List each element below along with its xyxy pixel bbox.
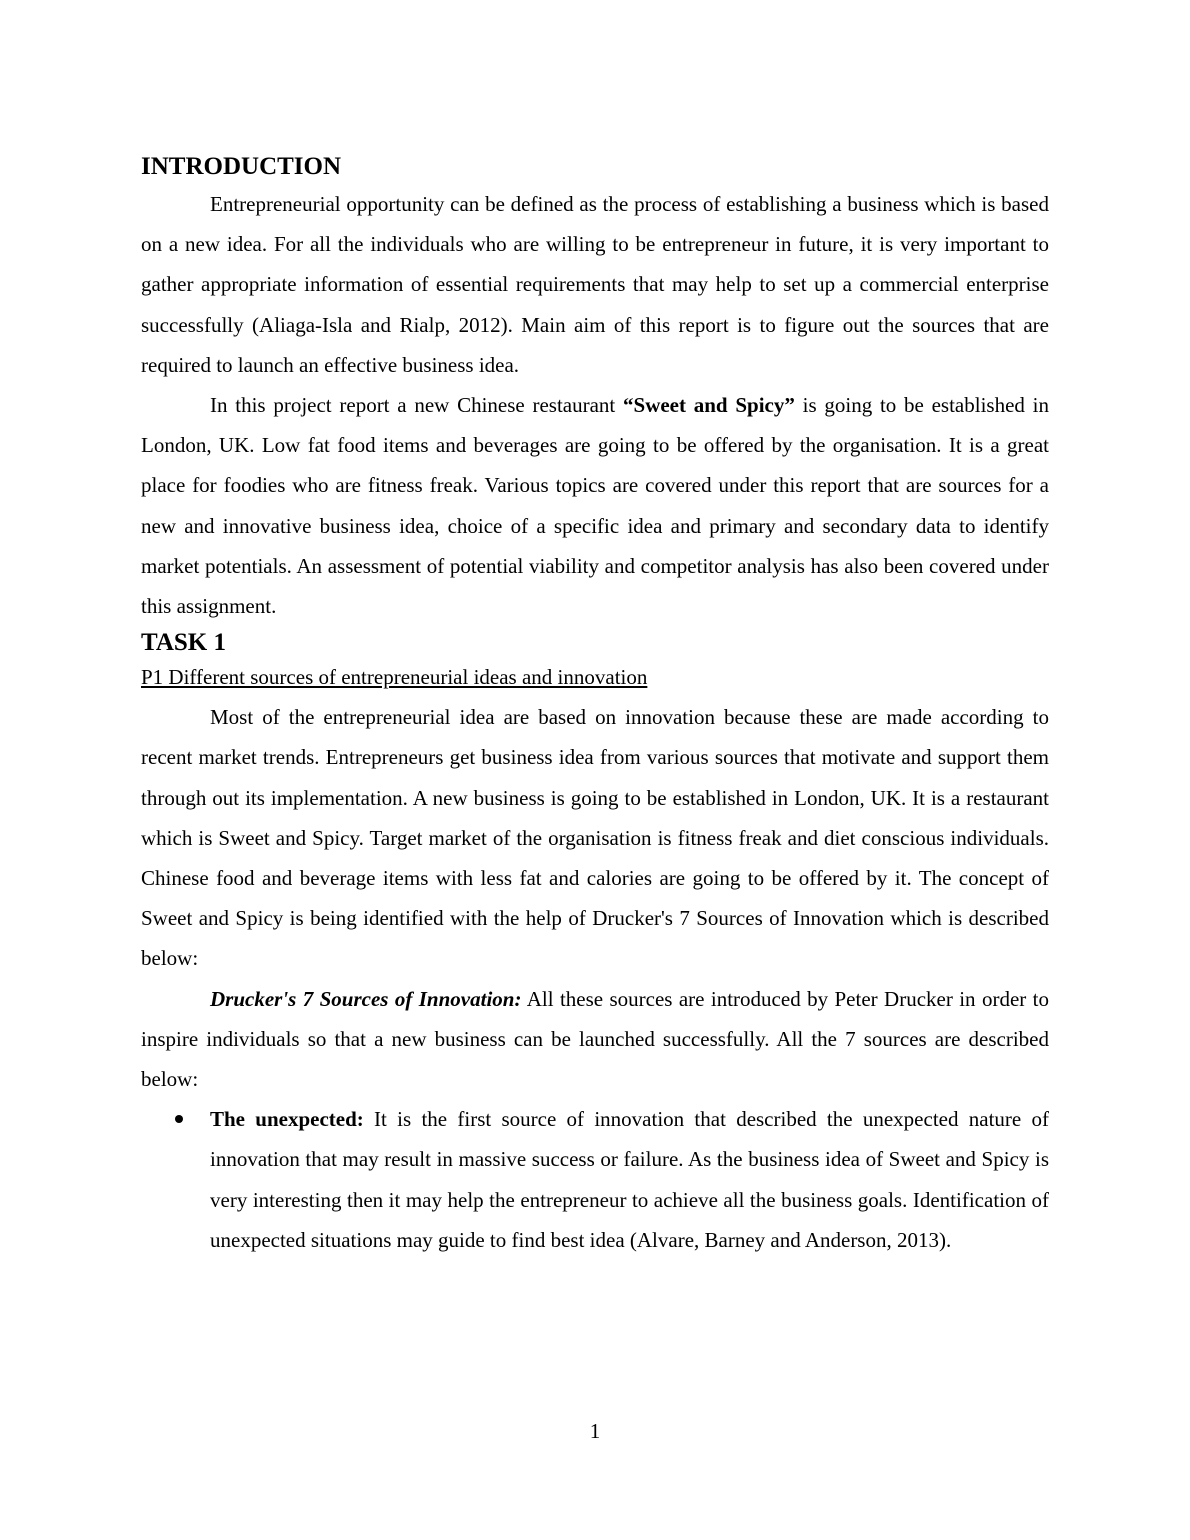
task1-heading: TASK 1 bbox=[141, 629, 226, 657]
list-item-text: It is the first source of innovation that described the unexpected nature of innovation that may result in massive success or failure. As the business idea of Sweet and Spicy is very interesting then it may help the entrepreneur to achieve all the business goals. Identification of unexpected situations may guide to find best idea (Alvare, Barney and Anderson, 2013). bbox=[210, 1107, 1049, 1252]
drucker-sources-lead: Drucker's 7 Sources of Innovation: bbox=[210, 986, 522, 1011]
task1-paragraph-2 bbox=[141, 979, 1049, 1100]
innovation-sources-list bbox=[141, 1099, 1049, 1260]
bullet-icon bbox=[175, 1115, 183, 1123]
list-item bbox=[141, 1099, 1049, 1260]
task1-paragraph-2-text: All these sources are introduced by Peter Drucker in order to inspire individuals so that a new business can be launched successfully. All the 7 sources are described below: bbox=[141, 986, 1049, 1092]
task1-subheading: P1 Different sources of entrepreneurial ideas and innovation bbox=[141, 665, 648, 690]
introduction-heading: INTRODUCTION bbox=[141, 153, 342, 180]
page-number: 1 bbox=[589, 1419, 601, 1443]
introduction-paragraph-2-text-before: In this project report a new Chinese restaurant bbox=[210, 393, 624, 418]
task1-paragraph-1: Most of the entrepreneurial idea are based on innovation because these are made according to recent market trends. Entrepreneurs get business idea from various sources that motivate and support them through out its implementation. A new business is going to be established in London, UK. It is a restaurant which is Sweet and Spicy. Target market of the organisation is fitness freak and diet conscious individuals. Chinese food and beverage items with less fat and calories are going to be offered by it. The concept of Sweet and Spicy is being identified with the help of Drucker's 7 Sources of Innovation which is described below: bbox=[141, 705, 1049, 971]
list-item-term: The unexpected: bbox=[210, 1107, 364, 1132]
restaurant-name: “Sweet and Spicy” bbox=[623, 393, 795, 418]
introduction-paragraph-1: Entrepreneurial opportunity can be defined as the process of establishing a business which is based on a new idea. For all the individuals who are willing to be entrepreneur in future, it is very important to gather appropriate information of essential requirements that may help to set up a commercial enterprise successfully (Aliaga-Isla and Rialp, 2012). Main aim of this report is to figure out the sources that are required to launch an effective business idea. bbox=[141, 192, 1049, 377]
introduction-paragraph-2-text-after: is going to be established in London, UK. Low fat food items and beverages are going to be offered by the organisation. It is a great place for foodies who are fitness freak. Various topics are covered under this report that are sources for a new and innovative business idea, choice of a specific idea and primary and secondary data to identify market potentials. An assessment of potential viability and competitor analysis has also been covered under this assignment. bbox=[141, 393, 1049, 619]
introduction-paragraph-2 bbox=[141, 385, 1049, 626]
document-page bbox=[141, 150, 1049, 1260]
